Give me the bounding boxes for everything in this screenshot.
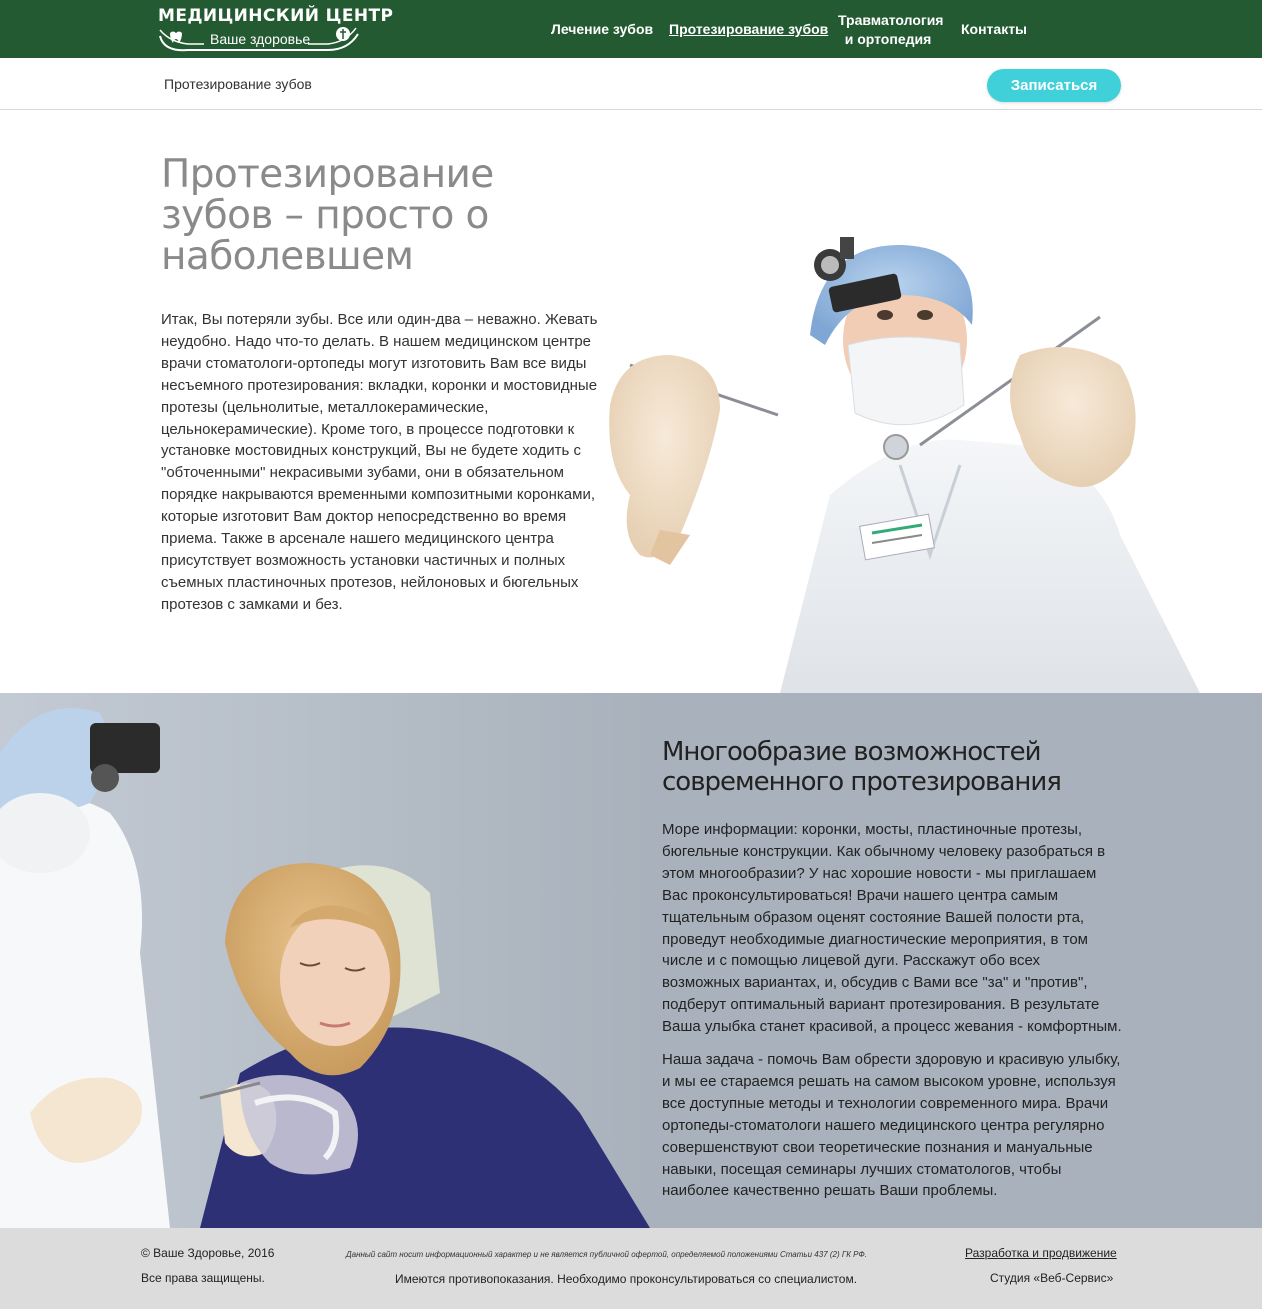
copyright-text: © Ваше Здоровье, 2016 — [141, 1246, 275, 1260]
nav-item-treatment[interactable]: Лечение зубов — [551, 21, 654, 37]
nav-item-traumatology[interactable] — [838, 11, 944, 49]
section-paragraph-1: Море информации: коронки, мосты, пластиночные протезы, бюгельные конструкции. Как обычному человеку разобраться в этом многообразии? У нас хорошие новости - мы приглашаем Вас проконсультироваться! Врачи нашего центра самым тщательным образом оценят состояние Вашей полости рта, проведут необходимые диагностические мероприятия, в том числе и с помощью лицевой дуги. Расскажут обо всех возможных вариантах, и, обсудив с Вами все "за" и "против", подберут оптимальный вариант протезирования. В результате Ваша улыбка станет красивой, а процесс жевания - комфортным. — [662, 821, 1122, 1036]
nav-item-traumatology-line1: Травматология — [838, 12, 944, 28]
disclaimer-text: Данный сайт носит информационный характер и не является публичной офертой, определяемой положениями Статьи 437 (2) ГК РФ. — [346, 1250, 867, 1259]
logo-subtitle: Ваше здоровье — [210, 31, 311, 47]
section-title: Многообразие возможностей современного протезирования — [662, 737, 1061, 797]
page-title: Протезирование зубов – просто о наболевшем — [161, 152, 494, 279]
possibilities-section — [0, 693, 1262, 1228]
dental-model-photo — [0, 693, 650, 1228]
site-logo[interactable] — [158, 4, 394, 54]
signup-button[interactable]: Записаться — [987, 69, 1121, 102]
developer-link[interactable]: Разработка и продвижение — [965, 1246, 1117, 1260]
breadcrumb-bar — [0, 58, 1262, 110]
breadcrumb: Протезирование зубов — [164, 76, 312, 92]
contraindications-text: Имеются противопоказания. Необходимо проконсультироваться со специалистом. — [395, 1272, 858, 1286]
logo-title: МЕДИЦИНСКИЙ ЦЕНТР — [158, 6, 394, 26]
nav-item-contacts[interactable]: Контакты — [961, 21, 1028, 37]
footer — [0, 1228, 1262, 1309]
rights-text: Все права защищены. — [141, 1271, 265, 1285]
dentist-photo — [600, 235, 1262, 693]
section-paragraph-2: Наша задача - помочь Вам обрести здоровую и красивую улыбку, и мы ее стараемся решать на самом высоком уровне, используя все доступные методы и технологии современного мира. Врачи ортопеды-стоматологи нашего медицинского центра регулярно совершенствуют свои теоретические познания и мануальные навыки, посещая семинары лучших стоматологов, чтобы наиболее качественно решать Ваши проблемы. — [662, 1051, 1121, 1200]
studio-name: Студия «Веб-Сервис» — [990, 1271, 1114, 1285]
intro-section — [0, 110, 1262, 693]
nav-item-traumatology-line2: и ортопедия — [844, 31, 932, 47]
intro-text: Итак, Вы потеряли зубы. Все или один-два – неважно. Жевать неудобно. Надо что-то делать. В нашем медицинском центре врачи стоматологи-ортопеды могут изготовить Вам все виды несъемного протезирования: вкладки, коронки и мостовидные протезы (цельнолитые, металлокерамические, цельнокерамические). Кроме того, в процессе подготовки к установке мостовидных конструкций, Вы не будете ходить с "обточенными" некрасивыми зубами, они в обязательном порядке накрываются временными композитными коронками, которые изготовит Вам доктор непосредственно во время приема. Также в арсенале нашего медицинского центра присутствует возможность установки частичных и полных съемных пластиночных протезов, нейлоновых и бюгельных протезов с замками и без. — [161, 311, 598, 613]
nav-item-prosthetics[interactable]: Протезирование зубов — [669, 21, 829, 37]
top-navigation-bar — [0, 0, 1262, 58]
